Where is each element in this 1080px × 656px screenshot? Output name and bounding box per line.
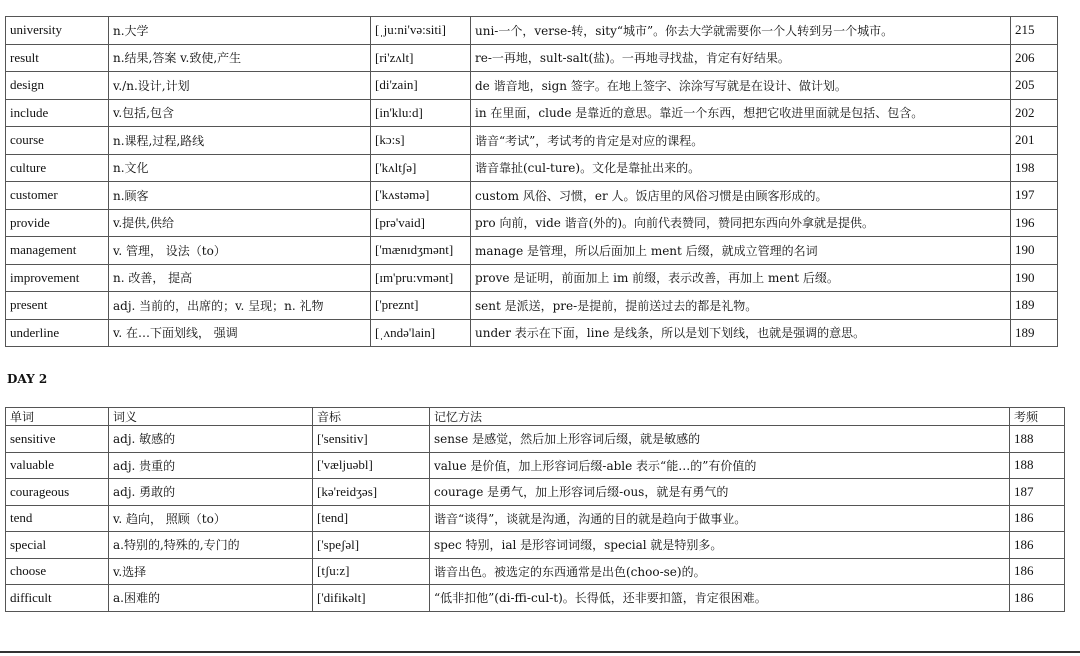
memory-method-cell: de 谐音地，sign 签字。在地上签字、涂涂写写就是在设计、做计划。 (471, 72, 1011, 100)
day1-vocab-table (5, 16, 1058, 347)
table-row (6, 264, 1058, 292)
phonetic-cell: [tʃu:z] (313, 558, 430, 585)
meaning-cell: n.课程,过程,路线 (109, 127, 371, 155)
table-row (6, 44, 1058, 72)
frequency-cell: 190 (1011, 237, 1058, 265)
frequency-cell: 186 (1010, 585, 1065, 612)
memory-method-cell: 谐音“谈得”，谈就是沟通，沟通的目的就是趋向于做事业。 (430, 505, 1010, 532)
meaning-cell: v.提供,供给 (109, 209, 371, 237)
word-cell: valuable (6, 452, 109, 479)
table-row (6, 72, 1058, 100)
phonetic-cell: [ˌʌndə'lain] (371, 319, 471, 347)
memory-method-cell: under 表示在下面，line 是线条，所以是划下划线，也就是强调的意思。 (471, 319, 1011, 347)
table-row (6, 182, 1058, 210)
memory-method-cell: sense 是感觉，然后加上形容词后缀，就是敏感的 (430, 426, 1010, 453)
meaning-cell: v.选择 (109, 558, 313, 585)
meaning-cell: n.大学 (109, 17, 371, 45)
table-row (6, 585, 1065, 612)
table-row (6, 452, 1065, 479)
phonetic-cell: [di'zain] (371, 72, 471, 100)
phonetic-cell: ['speʃəl] (313, 532, 430, 559)
word-cell: difficult (6, 585, 109, 612)
memory-method-cell: “低非扣他”(di-ffi-cul-t)。长得低，还非要扣篮，肯定很困难。 (430, 585, 1010, 612)
meaning-cell: v. 管理， 设法（to） (109, 237, 371, 265)
phonetic-cell: ['preznt] (371, 292, 471, 320)
frequency-cell: 186 (1010, 558, 1065, 585)
frequency-cell: 186 (1010, 505, 1065, 532)
word-cell: customer (6, 182, 109, 210)
meaning-cell: adj. 贵重的 (109, 452, 313, 479)
memory-method-cell: sent 是派送，pre-是提前，提前送过去的都是礼物。 (471, 292, 1011, 320)
meaning-cell: v. 趋向， 照顾（to） (109, 505, 313, 532)
meaning-cell: adj. 当前的，出席的；v. 呈现；n. 礼物 (109, 292, 371, 320)
meaning-cell: v./n.设计,计划 (109, 72, 371, 100)
memory-method-cell: prove 是证明，前面加上 im 前缀，表示改善，再加上 ment 后缀。 (471, 264, 1011, 292)
meaning-cell: adj. 敏感的 (109, 426, 313, 453)
header-word: 单词 (6, 408, 109, 426)
meaning-cell: a.特别的,特殊的,专门的 (109, 532, 313, 559)
header-meaning: 词义 (109, 408, 313, 426)
table-row (6, 558, 1065, 585)
meaning-cell: n.结果,答案 v.致使,产生 (109, 44, 371, 72)
word-cell: special (6, 532, 109, 559)
phonetic-cell: [tend] (313, 505, 430, 532)
day2-vocab-table (5, 407, 1065, 612)
phonetic-cell: [prə'vaid] (371, 209, 471, 237)
memory-method-cell: custom 风俗、习惯，er 人。饭店里的风俗习惯是由顾客形成的。 (471, 182, 1011, 210)
word-cell: management (6, 237, 109, 265)
word-cell: university (6, 17, 109, 45)
phonetic-cell: ['kʌstəmə] (371, 182, 471, 210)
table-row (6, 17, 1058, 45)
phonetic-cell: [ri'zʌlt] (371, 44, 471, 72)
table-row (6, 505, 1065, 532)
frequency-cell: 215 (1011, 17, 1058, 45)
frequency-cell: 206 (1011, 44, 1058, 72)
phonetic-cell: [kɔ:s] (371, 127, 471, 155)
frequency-cell: 189 (1011, 292, 1058, 320)
frequency-cell: 188 (1010, 452, 1065, 479)
header-freq: 考频 (1010, 408, 1065, 426)
table-row (6, 237, 1058, 265)
frequency-cell: 197 (1011, 182, 1058, 210)
meaning-cell: adj. 勇敢的 (109, 479, 313, 506)
frequency-cell: 198 (1011, 154, 1058, 182)
word-cell: design (6, 72, 109, 100)
word-cell: choose (6, 558, 109, 585)
word-cell: sensitive (6, 426, 109, 453)
memory-method-cell: pro 向前，vide 谐音(外的)。向前代表赞同，赞同把东西向外拿就是提供。 (471, 209, 1011, 237)
word-cell: underline (6, 319, 109, 347)
phonetic-cell: [ɪm'pru:vmənt] (371, 264, 471, 292)
phonetic-cell: ['difikəlt] (313, 585, 430, 612)
word-cell: course (6, 127, 109, 155)
meaning-cell: v. 在…下面划线， 强调 (109, 319, 371, 347)
table-row (6, 99, 1058, 127)
phonetic-cell: [in'klu:d] (371, 99, 471, 127)
phonetic-cell: ['mænɪdʒmənt] (371, 237, 471, 265)
day2-header-row (6, 408, 1065, 426)
table-row (6, 154, 1058, 182)
word-cell: present (6, 292, 109, 320)
word-cell: culture (6, 154, 109, 182)
day2-heading: DAY 2 (7, 372, 48, 386)
meaning-cell: v.包括,包含 (109, 99, 371, 127)
frequency-cell: 201 (1011, 127, 1058, 155)
phonetic-cell: [ˌju:ni'və:siti] (371, 17, 471, 45)
table-row (6, 209, 1058, 237)
meaning-cell: a.困难的 (109, 585, 313, 612)
frequency-cell: 202 (1011, 99, 1058, 127)
memory-method-cell: re-一再地，sult-salt(盐)。一再地寻找盐，肯定有好结果。 (471, 44, 1011, 72)
frequency-cell: 205 (1011, 72, 1058, 100)
memory-method-cell: value 是价值，加上形容词后缀-able 表示“能…的”有价值的 (430, 452, 1010, 479)
table-row (6, 319, 1058, 347)
word-cell: result (6, 44, 109, 72)
word-cell: improvement (6, 264, 109, 292)
phonetic-cell: ['væljuəbl] (313, 452, 430, 479)
word-cell: courageous (6, 479, 109, 506)
phonetic-cell: [kə'reidʒəs] (313, 479, 430, 506)
phonetic-cell: ['sensitiv] (313, 426, 430, 453)
frequency-cell: 190 (1011, 264, 1058, 292)
memory-method-cell: uni-一个，verse-转，sity“城市”。你去大学就需要你一个人转到另一个城市。 (471, 17, 1011, 45)
phonetic-cell: ['kʌltʃə] (371, 154, 471, 182)
frequency-cell: 189 (1011, 319, 1058, 347)
table-row (6, 127, 1058, 155)
word-cell: tend (6, 505, 109, 532)
header-phonetic: 音标 (313, 408, 430, 426)
meaning-cell: n.文化 (109, 154, 371, 182)
memory-method-cell: manage 是管理，所以后面加上 ment 后缀，就成立管理的名词 (471, 237, 1011, 265)
day1-table-body (6, 17, 1058, 347)
table-row (6, 426, 1065, 453)
memory-method-cell: 谐音靠扯(cul-ture)。文化是靠扯出来的。 (471, 154, 1011, 182)
memory-method-cell: 谐音“考试”，考试考的肯定是对应的课程。 (471, 127, 1011, 155)
memory-method-cell: spec 特别，ial 是形容词词缀，special 就是特别多。 (430, 532, 1010, 559)
frequency-cell: 186 (1010, 532, 1065, 559)
table-row (6, 292, 1058, 320)
meaning-cell: n.顾客 (109, 182, 371, 210)
header-memory: 记忆方法 (430, 408, 1010, 426)
memory-method-cell: courage 是勇气，加上形容词后缀-ous，就是有勇气的 (430, 479, 1010, 506)
memory-method-cell: in 在里面，clude 是靠近的意思。靠近一个东西，想把它收进里面就是包括、包含。 (471, 99, 1011, 127)
day2-table-body (6, 426, 1065, 612)
meaning-cell: n. 改善， 提高 (109, 264, 371, 292)
word-cell: provide (6, 209, 109, 237)
table-row (6, 479, 1065, 506)
frequency-cell: 187 (1010, 479, 1065, 506)
bottom-divider (0, 651, 1080, 653)
table-row (6, 532, 1065, 559)
word-cell: include (6, 99, 109, 127)
frequency-cell: 188 (1010, 426, 1065, 453)
memory-method-cell: 谐音出色。被选定的东西通常是出色(choo-se)的。 (430, 558, 1010, 585)
frequency-cell: 196 (1011, 209, 1058, 237)
